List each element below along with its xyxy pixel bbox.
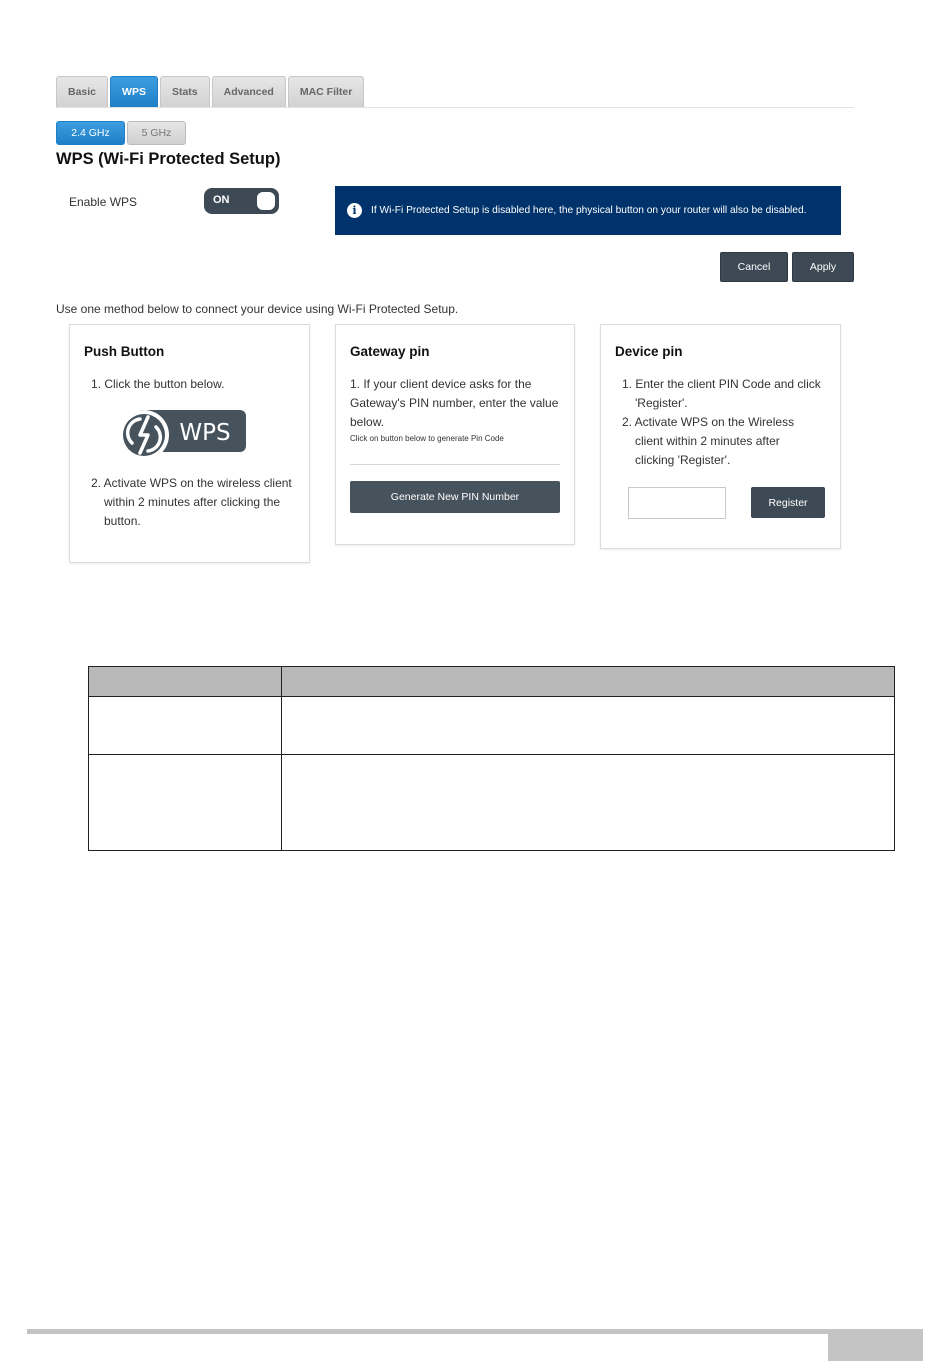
generate-pin-button[interactable]: Generate New PIN Number (350, 481, 560, 513)
push-button-title: Push Button (84, 344, 165, 359)
band-24ghz-button[interactable]: 2.4 GHz (56, 121, 125, 145)
gateway-divider (350, 464, 560, 465)
gateway-pin-title: Gateway pin (350, 344, 430, 359)
enable-wps-toggle[interactable] (204, 188, 279, 214)
toggle-knob (257, 192, 275, 210)
tab-advanced[interactable]: Advanced (212, 76, 286, 107)
tab-bar (56, 76, 364, 107)
table-cell (89, 697, 282, 755)
footer-bar (27, 1329, 923, 1334)
device-step2-line3: clicking 'Register'. (635, 453, 731, 467)
intro-text: Use one method below to connect your device using Wi-Fi Protected Setup. (56, 302, 459, 316)
push-step1: 1. Click the button below. (91, 377, 225, 391)
push-step2 (91, 474, 292, 531)
table-header-cell (282, 667, 895, 697)
apply-button[interactable]: Apply (792, 252, 854, 282)
notice-text: If Wi-Fi Protected Setup is disabled here, the physical button on your router will also be disabled. (371, 205, 807, 216)
enable-wps-label: Enable WPS (69, 195, 138, 209)
toggle-state-text: ON (213, 194, 230, 206)
tab-basic[interactable]: Basic (56, 76, 108, 107)
table-header-cell (89, 667, 282, 697)
push-step2-line3: button. (104, 514, 141, 528)
device-step1-line1: 1. Enter the client PIN Code and click (622, 377, 821, 391)
cancel-button[interactable]: Cancel (720, 252, 788, 282)
gateway-line1: 1. If your client device asks for the (350, 377, 532, 391)
device-pin-instructions (622, 375, 821, 470)
table-row (89, 755, 895, 851)
tab-divider (56, 107, 854, 108)
info-icon: i (347, 203, 362, 218)
tab-stats[interactable]: Stats (160, 76, 210, 107)
device-pin-input[interactable] (628, 487, 726, 519)
band-selector (56, 121, 186, 145)
tab-wps[interactable]: WPS (110, 76, 158, 107)
page-title: WPS (Wi-Fi Protected Setup) (56, 150, 281, 168)
footer-page-box (828, 1334, 923, 1361)
empty-table (88, 666, 895, 851)
push-step2-line1: 2. Activate WPS on the wireless client (91, 476, 292, 490)
gateway-line2: Gateway's PIN number, enter the value (350, 396, 559, 410)
device-step2-line1: 2. Activate WPS on the Wireless (622, 415, 795, 429)
table-cell (282, 697, 895, 755)
push-button-card (69, 324, 310, 563)
table-header-row (89, 667, 895, 697)
device-step1-line2: 'Register'. (635, 396, 688, 410)
gateway-pin-instructions (350, 375, 558, 432)
device-pin-card (600, 324, 841, 549)
gateway-pin-card (335, 324, 575, 545)
wps-logo-text: WPS (179, 420, 231, 446)
device-pin-title: Device pin (615, 344, 683, 359)
register-button[interactable]: Register (751, 487, 825, 518)
tab-mac-filter[interactable]: MAC Filter (288, 76, 365, 107)
table-row (89, 697, 895, 755)
gateway-pin-hint: Click on button below to generate Pin Code (350, 434, 504, 443)
push-step2-line2: within 2 minutes after clicking the (104, 495, 281, 509)
table-cell (89, 755, 282, 851)
info-notice (335, 186, 841, 235)
band-5ghz-button[interactable]: 5 GHz (127, 121, 186, 145)
device-step2-line2: client within 2 minutes after (635, 434, 780, 448)
wps-push-icon[interactable] (118, 407, 249, 463)
gateway-line3: below. (350, 415, 385, 429)
table-cell (282, 755, 895, 851)
